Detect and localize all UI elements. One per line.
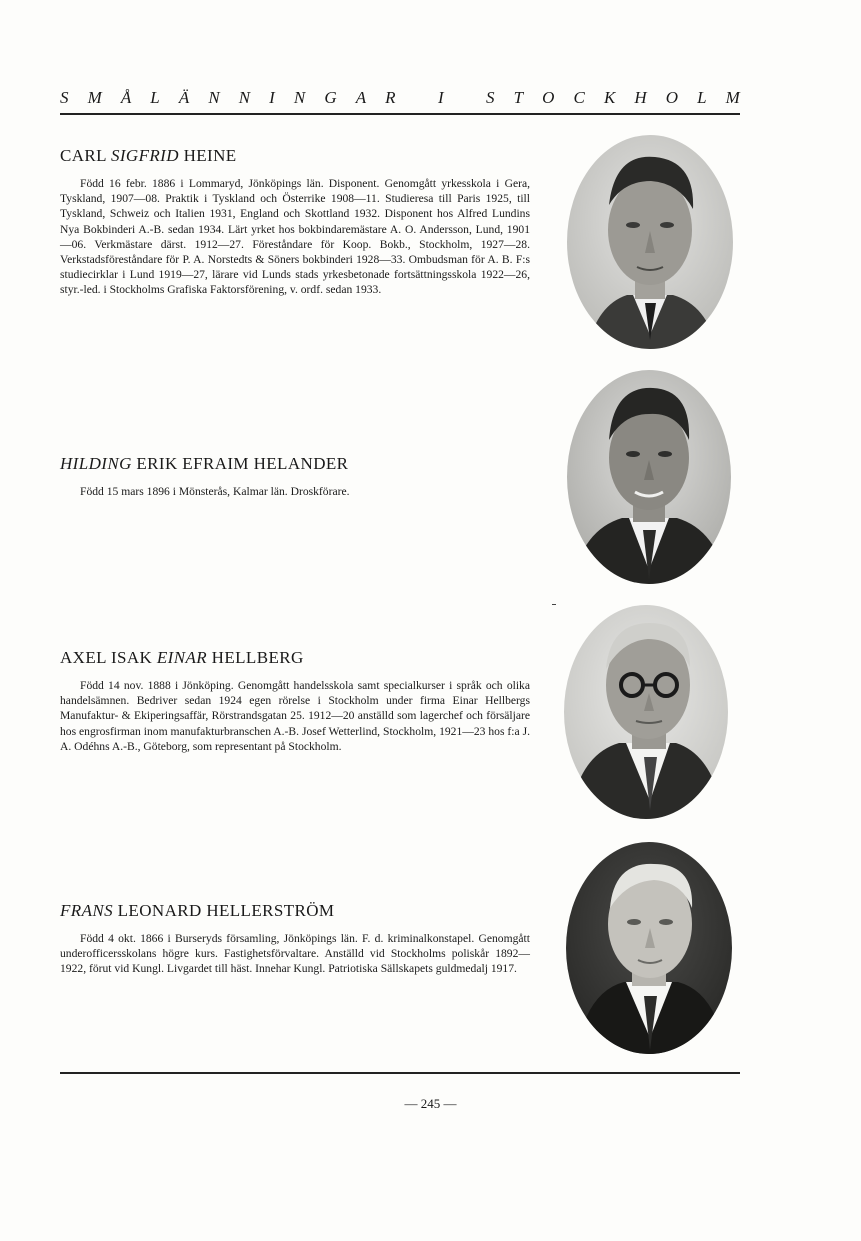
entry-name-given-italic: SIGFRID	[110, 146, 179, 165]
entry-name-part: HELLBERG	[207, 648, 304, 667]
header-letter	[415, 88, 419, 108]
header-letter: A	[355, 88, 367, 107]
header-letter: O	[542, 88, 555, 107]
entry-biography: Född 14 nov. 1888 i Jönköping. Genomgått handelsskola samt specialkurser i språk och olika handelsämnen. Bedriver sedan 1924 egen rörelse i Stockholm under firma Einar Hellbergs Manufaktur- & Ekiperingsaffär, Rörstrandsgatan 25. 1912—20 anställd som lagerchef och försäljare hos engrosfirman inom manufakturbranschen A.-B. Josef Wetterlind, Stockholm, 1921—23 hos f:a J. A. Odéhns A.-B., Göteborg, som representant på Stockholm.	[60, 679, 530, 753]
header-letter: S	[60, 88, 69, 107]
entry-name-given-italic: EINAR	[156, 648, 208, 667]
header-letter: Å	[120, 88, 132, 107]
header-letter: M	[725, 88, 740, 107]
header-letter: L	[697, 88, 707, 107]
header-letter: S	[486, 88, 495, 107]
header-letter: I	[437, 88, 444, 107]
entry-name-part: HEINE	[178, 146, 237, 165]
header-letter: Ä	[178, 88, 190, 107]
printing-mark	[552, 604, 556, 605]
biography-entry-heine	[60, 146, 530, 298]
header-letter: K	[603, 88, 616, 107]
entry-name-given-italic: HILDING	[60, 454, 132, 473]
entry-biography: Född 4 okt. 1866 i Burseryds församling, Jönköpings län. F. d. kriminalkonstapel. Genomgått underofficersskolans högre kurs. Fastighetsförvaltare. Anställd vid Stockholms poliskår 1892—1922, förut vid Kungl. Livgardet till häst. Innehar Kungl. Patriotiska Sällskapets guldmedalj 1917.	[60, 932, 530, 976]
running-header	[60, 88, 740, 112]
header-letter: C	[573, 88, 585, 107]
running-header-title	[60, 88, 740, 108]
header-letter	[463, 88, 467, 108]
entry-name-part: CARL	[60, 146, 111, 165]
header-letter: L	[150, 88, 160, 107]
page-number: — 245 —	[404, 1096, 457, 1111]
header-letter: I	[269, 88, 275, 107]
footer-rule	[60, 1072, 740, 1074]
entry-name-part: AXEL ISAK	[60, 648, 157, 667]
entry-name-part: LEONARD HELLERSTRÖM	[113, 901, 335, 920]
entry-name	[60, 648, 530, 668]
entry-name	[60, 901, 530, 921]
header-letter: R	[385, 88, 396, 107]
biography-entry-hellberg	[60, 648, 530, 754]
header-letter: M	[87, 88, 102, 107]
portrait-photo-helander	[567, 370, 731, 584]
portrait-photo-hellberg	[564, 605, 728, 819]
header-rule	[60, 113, 740, 115]
entry-name-given-italic: FRANS	[60, 901, 113, 920]
entry-biography: Född 15 mars 1896 i Mönsterås, Kalmar län. Droskförare.	[80, 485, 350, 498]
header-letter: G	[324, 88, 337, 107]
entry-name	[60, 146, 530, 166]
header-letter: T	[513, 88, 524, 107]
header-letter: N	[208, 88, 220, 107]
header-letter: N	[238, 88, 251, 107]
entry-biography: Född 16 febr. 1886 i Lommaryd, Jönköpings län. Disponent. Genomgått yrkesskola i Gera, Tyskland, 1907—08. Praktik i Tyskland och Österrike 1908—11. Studieresa till Paris 1925, till Tyskland, Schweiz och Italien 1931, England och Skottland 1932. Disponent hos Alfred Lundins Nya Bokbinderi A.-B. sedan 1934. Lärt yrket hos bokbindaremästare A. O. Andersson, Lund, 1901—06. Verkmästare därst. 1912—27. Föreståndare för Koop. Bokb., Stockholm, 1927—28. Verkstadsföreståndare för P. A. Norstedts & Söners bokbinderi 1928—33. Ombudsman för A. B. F:s studiecirklar i Lund 1919—27, lärare vid Lunds stads yrkesbetonade fortsättningsskola 1922—26, styr.-led. i Stockholms Grafiska Faktorsförening, v. ordf. sedan 1933.	[60, 177, 530, 297]
entry-name	[60, 454, 530, 474]
biography-entry-helander	[60, 454, 530, 499]
biography-entry-hellerstrom	[60, 901, 530, 977]
header-letter: H	[634, 88, 647, 107]
portrait-photo-hellerstrom	[566, 842, 732, 1054]
entry-name-part: ERIK EFRAIM HELANDER	[131, 454, 349, 473]
portrait-photo-heine	[567, 135, 733, 349]
header-letter: O	[665, 88, 678, 107]
header-letter: N	[293, 88, 306, 107]
